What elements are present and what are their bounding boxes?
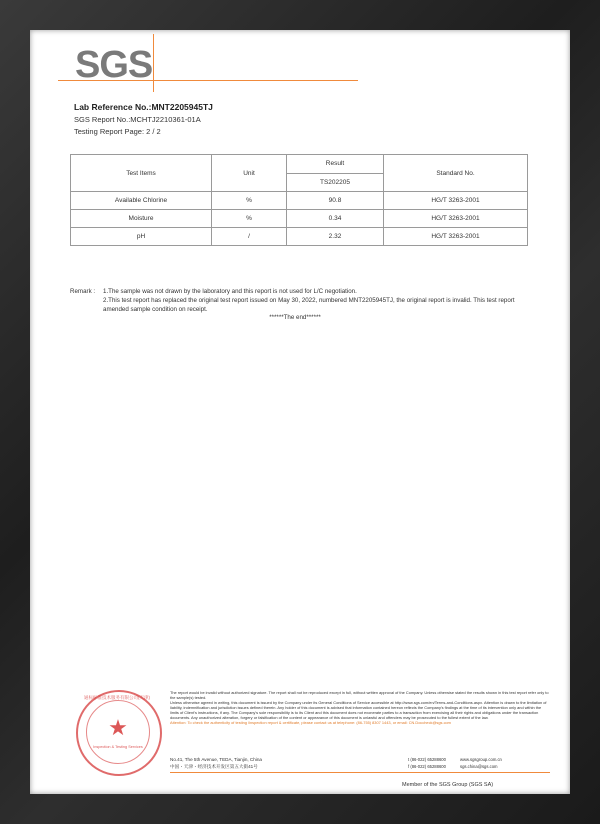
footer-rule <box>170 772 550 773</box>
remark-line-1: 1.The sample was not drawn by the laboratory and this report is not used for L/C negotiation. <box>103 288 357 295</box>
seal-text-cn: 通标标准技术服务有限公司(天津) <box>84 695 150 700</box>
cell-unit: % <box>212 210 287 228</box>
fax: f (86-022) 65288600 <box>408 764 446 769</box>
table-row <box>71 192 528 210</box>
star-icon: ★ <box>108 715 128 740</box>
address-block <box>170 756 262 770</box>
email: sgs.china@sgs.com <box>460 764 498 769</box>
cell-result: 90.8 <box>287 192 384 210</box>
seal-text-en: Inspection & Testing Services <box>93 745 143 749</box>
company-seal <box>76 690 162 776</box>
table-row <box>71 210 528 228</box>
col-unit: Unit <box>212 155 287 192</box>
logo-rule-vertical <box>153 34 154 92</box>
col-sample-id: TS202205 <box>287 173 384 192</box>
cell-unit: % <box>212 192 287 210</box>
seal-inner-ring <box>86 700 150 764</box>
legal-notice-1: The report would be invalid without authorized signature. The report shall not be reproduced except in full, without written approval of the Company. Unless otherwise stated the results shown in this test report refer only to the sample(s) tested. <box>170 690 549 700</box>
remark-label: Remark : <box>70 288 96 295</box>
cell-item: pH <box>71 228 212 246</box>
legal-notice <box>170 690 550 725</box>
remark-line-2: 2.This test report has replaced the original test report issued on May 30, 2022, numbered MNT2205945TJ, the original report is invalid. This test report amended sample condition on receipt. <box>103 297 515 313</box>
authenticity-notice: Attention: To check the authenticity of testing /inspection report & certificate, please contact us at telephone: (86-755) 8307 1443, or email: CN.Doccheck@sgs.com <box>170 720 451 725</box>
results-table <box>70 154 528 246</box>
cell-standard: HG/T 3263-2001 <box>384 228 528 246</box>
phone-block <box>408 756 446 770</box>
phone: t (86-022) 65288600 <box>408 757 446 762</box>
lab-reference: Lab Reference No.:MNT2205945TJ <box>74 102 213 112</box>
col-test-items: Test Items <box>71 155 212 192</box>
address-en: No.41, The 5th Avenue, TEDA, Tianjin, China <box>170 757 262 762</box>
member-line: Member of the SGS Group (SGS SA) <box>402 782 494 788</box>
cell-item: Available Chlorine <box>71 192 212 210</box>
cell-result: 0.34 <box>287 210 384 228</box>
sgs-logo: SGS <box>75 44 153 86</box>
report-page <box>30 30 570 794</box>
col-standard: Standard No. <box>384 155 528 192</box>
report-number: SGS Report No.:MCHTJ2210361-01A <box>74 115 201 124</box>
address-cn: 中国・天津・经济技术开发区第五大街41号 <box>170 764 258 769</box>
col-result: Result <box>287 155 384 174</box>
website: www.sgsgroup.com.cn <box>460 757 502 762</box>
legal-notice-2: Unless otherwise agreed in writing, this document is issued by the Company under its General Conditions of Service accessible at http://www.sgs.com/en/Terms-and-Conditions.aspx. Attention is drawn to the limitation of liability, indemnification and jurisdiction issues defined therein. Any holder of this document is advised that information contained hereon reflects the Company's findings at the time of its intervention only and within the limits of Client's instructions, if any. The Company's sole responsibility is to its Client and this document does not exonerate parties to a transaction from exercising all their rights and obligations under the transaction documents. Any unauthorized alteration, forgery or falsification of the content or appearance of this document is unlawful and offenders may be prosecuted to the fullest extent of the law. <box>170 700 547 720</box>
table-row <box>71 228 528 246</box>
cell-item: Moisture <box>71 210 212 228</box>
end-marker: ******The end****** <box>269 314 321 321</box>
page-number: Testing Report Page: 2 / 2 <box>74 127 161 136</box>
cell-standard: HG/T 3263-2001 <box>384 210 528 228</box>
cell-unit: / <box>212 228 287 246</box>
web-block <box>460 756 502 770</box>
cell-result: 2.32 <box>287 228 384 246</box>
cell-standard: HG/T 3263-2001 <box>384 192 528 210</box>
